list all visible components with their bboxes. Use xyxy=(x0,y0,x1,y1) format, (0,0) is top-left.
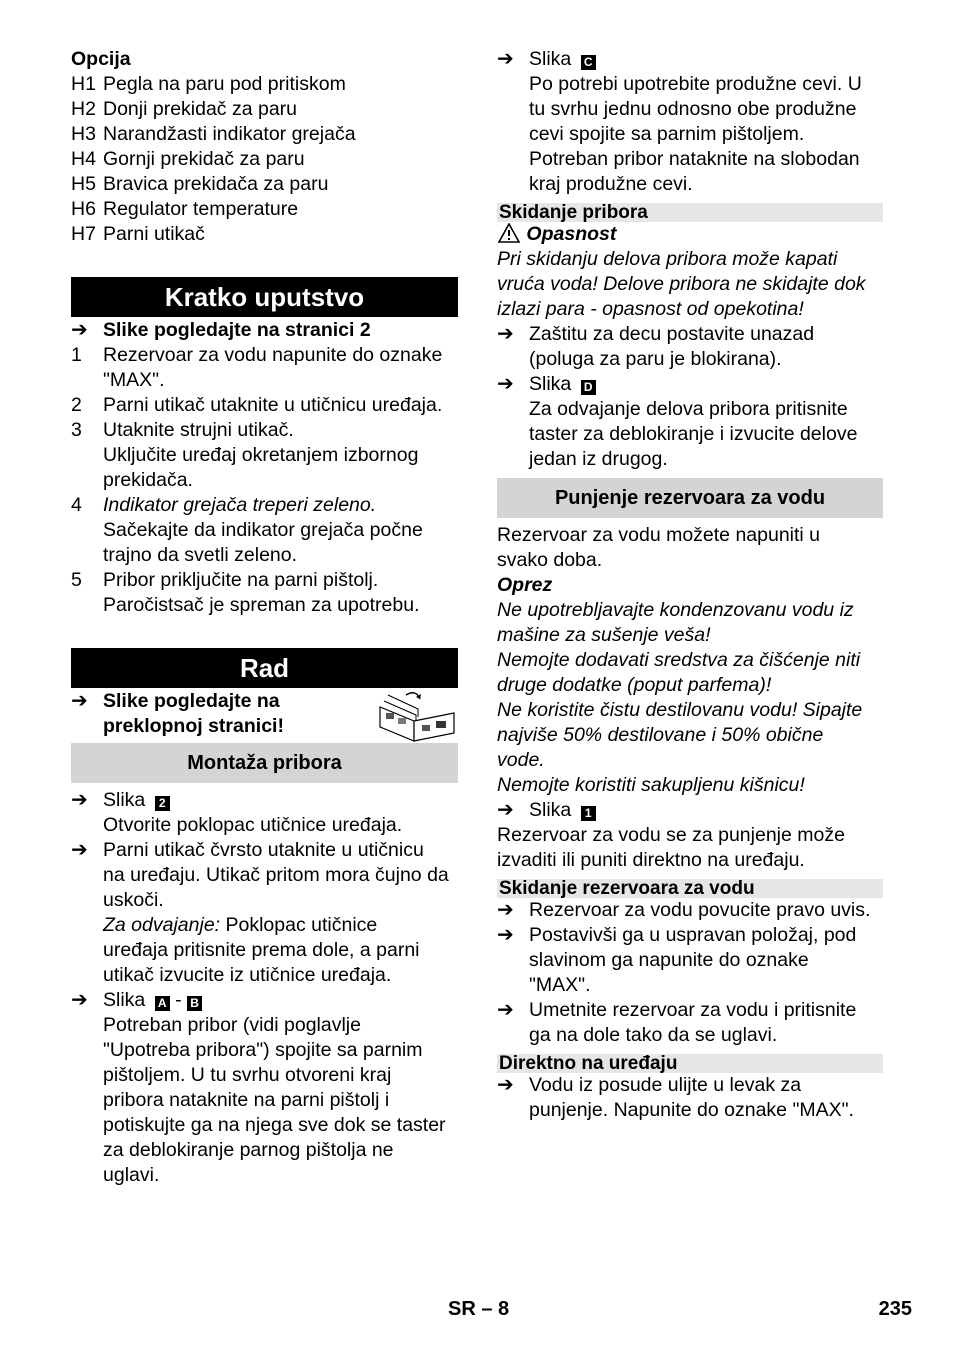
fill-intro: Rezervoar za vodu možete napuniti u svako doba. xyxy=(497,524,821,571)
opcija-title: Opcija xyxy=(71,48,131,70)
arrow-icon: ➔ xyxy=(497,373,514,395)
section-heading-rad: Rad xyxy=(71,648,458,688)
figure-1-badge: 1 xyxy=(581,806,596,821)
danger-text: Pri skidanju delova pribora može kapati vruća voda! Delove pribora ne skidajte dok izlazi para - opasnost od opekotina! xyxy=(497,248,866,320)
fill-note: Rezervoar za vodu se za punjenje može izvaditi ili puniti direktno na uređaju. xyxy=(497,824,845,871)
arrow-icon: ➔ xyxy=(497,999,514,1021)
list-item: H2 Donji prekidač za paru xyxy=(71,98,298,120)
fig-step: ➔ Slika 1 xyxy=(497,798,883,823)
fig-step: ➔ Slika A - B Potreban pribor (vidi poglavlje "Upotreba pribora") spojite sa parnim pištoljem. U tu svrhu otvoreni kraj pribora nataknite na parni pištolj i potiskujte ga na njega sve dok se taster za deblokiranje parnog pištolja ne uglavi. xyxy=(71,989,446,1186)
fold-out-page-icon xyxy=(376,691,458,743)
arrow-icon: ➔ xyxy=(497,48,514,70)
tank-step: ➔ Umetnite rezervoar za vodu i pritisnite ga na dole tako da se uglavi. xyxy=(497,999,857,1046)
subheading-montaza: Montaža pribora xyxy=(71,743,458,783)
tank-step: ➔ Postavivši ga u uspravan položaj, pod slavinom ga napunite do oznake "MAX". xyxy=(497,924,857,996)
footer-section-label: SR – 8 xyxy=(448,1298,510,1320)
figure-a-badge: A xyxy=(155,996,170,1011)
caution-title: Oprez xyxy=(497,574,553,596)
list-item: H5 Bravica prekidača za paru xyxy=(71,173,329,195)
arrow-icon: ➔ xyxy=(71,789,88,811)
step-item: 3 Utaknite strujni utikač. Uključite uređaj okretanjem izbornog prekidača. xyxy=(71,419,419,491)
subheading-punjenje: Punjenje rezervoara za vodu xyxy=(497,478,883,518)
figure-d-badge: D xyxy=(581,380,596,395)
plug-step: ➔ Parni utikač čvrsto utaknite u utičnicu na uređaju. Utikač pritom mora čujno da uskoči. Za odvajanje: Poklopac utičnice uređaja pritisnite prema dole, a parni utikač izvucite iz utičnice uređaja. xyxy=(71,839,449,986)
tank-step: ➔ Rezervoar za vodu povucite pravo uvis. xyxy=(497,899,871,921)
arrow-icon: ➔ xyxy=(497,323,514,345)
arrow-icon: ➔ xyxy=(497,1074,514,1096)
arrow-icon: ➔ xyxy=(71,319,88,341)
danger-notice: Opasnost xyxy=(497,222,883,247)
fig-step: ➔ Slika D Za odvajanje delova pribora pritisnite taster za deblokiranje i izvucite delove jedan iz drugog. xyxy=(497,373,858,470)
caution-text: Ne upotrebljavajte kondenzovanu vodu iz mašine za sušenje veša! Nemojte dodavati sredstva za čišćenje niti druge dodatke (poput parfema)! Ne koristite čistu destilovanu vodu! Sipajte najviše 50% destilovane i 50% obične vode. Nemojte koristiti sakupljenu kišnicu! xyxy=(497,599,863,796)
subheading-skidanje-pribora: Skidanje pribora xyxy=(497,203,883,222)
list-item: H7 Parni utikač xyxy=(71,223,205,245)
arrow-icon: ➔ xyxy=(71,690,88,712)
step-item: 4 Indikator grejača treperi zeleno. Sačekajte da indikator grejača počne trajno da svetli zeleno. xyxy=(71,494,423,566)
subheading-direktno: Direktno na uređaju xyxy=(497,1054,883,1073)
list-item: H6 Regulator temperature xyxy=(71,198,299,220)
step-item: 5 Pribor priključite na parni pištolj. Paročistsač je spreman za upotrebu. xyxy=(71,569,420,616)
figure-2-badge: 2 xyxy=(155,796,170,811)
figure-b-badge: B xyxy=(187,996,202,1011)
arrow-icon: ➔ xyxy=(497,924,514,946)
fig-step: ➔ Slika 2 Otvorite poklopac utičnice uređaja. xyxy=(71,789,403,836)
step-item: 2 Parni utikač utaknite u utičnicu uređaja. xyxy=(71,394,443,416)
direct-fill-step: ➔ Vodu iz posude ulijte u levak za punjenje. Napunite do oznake "MAX". xyxy=(497,1074,854,1121)
list-item: H4 Gornji prekidač za paru xyxy=(71,148,305,170)
right-column xyxy=(497,47,883,1123)
fig-step: ➔ Slika C Po potrebi upotrebite produžne cevi. U tu svrhu jednu odnosno obe produžne cevi spojite sa parnim pištoljem. Potreban pribor nataknite na slobodan kraj produžne cevi. xyxy=(497,48,862,195)
list-item: H3 Narandžasti indikator grejača xyxy=(71,123,356,145)
opcija-list xyxy=(71,72,458,247)
arrow-icon: ➔ xyxy=(497,799,514,821)
left-column xyxy=(71,47,458,1188)
subheading-skidanje-rezervoara: Skidanje rezervoara za vodu xyxy=(497,879,883,898)
child-lock-step: ➔ Zaštitu za decu postavite unazad (poluga za paru je blokirana). xyxy=(497,323,815,370)
arrow-note: ➔ Slike pogledajte na stranici 2 xyxy=(71,319,371,341)
arrow-icon: ➔ xyxy=(71,989,88,1011)
warning-icon xyxy=(497,223,521,243)
section-heading-kratko: Kratko uputstvo xyxy=(71,277,458,317)
arrow-icon: ➔ xyxy=(497,899,514,921)
arrow-note: ➔ Slike pogledajte na preklopnoj stranici! xyxy=(71,689,458,739)
step-item: 1 Rezervoar za vodu napunite do oznake "MAX". xyxy=(71,344,443,391)
figure-c-badge: C xyxy=(581,55,596,70)
arrow-icon: ➔ xyxy=(71,839,88,861)
list-item: H1 Pegla na paru pod pritiskom xyxy=(71,73,346,95)
page-number: 235 xyxy=(878,1298,912,1320)
